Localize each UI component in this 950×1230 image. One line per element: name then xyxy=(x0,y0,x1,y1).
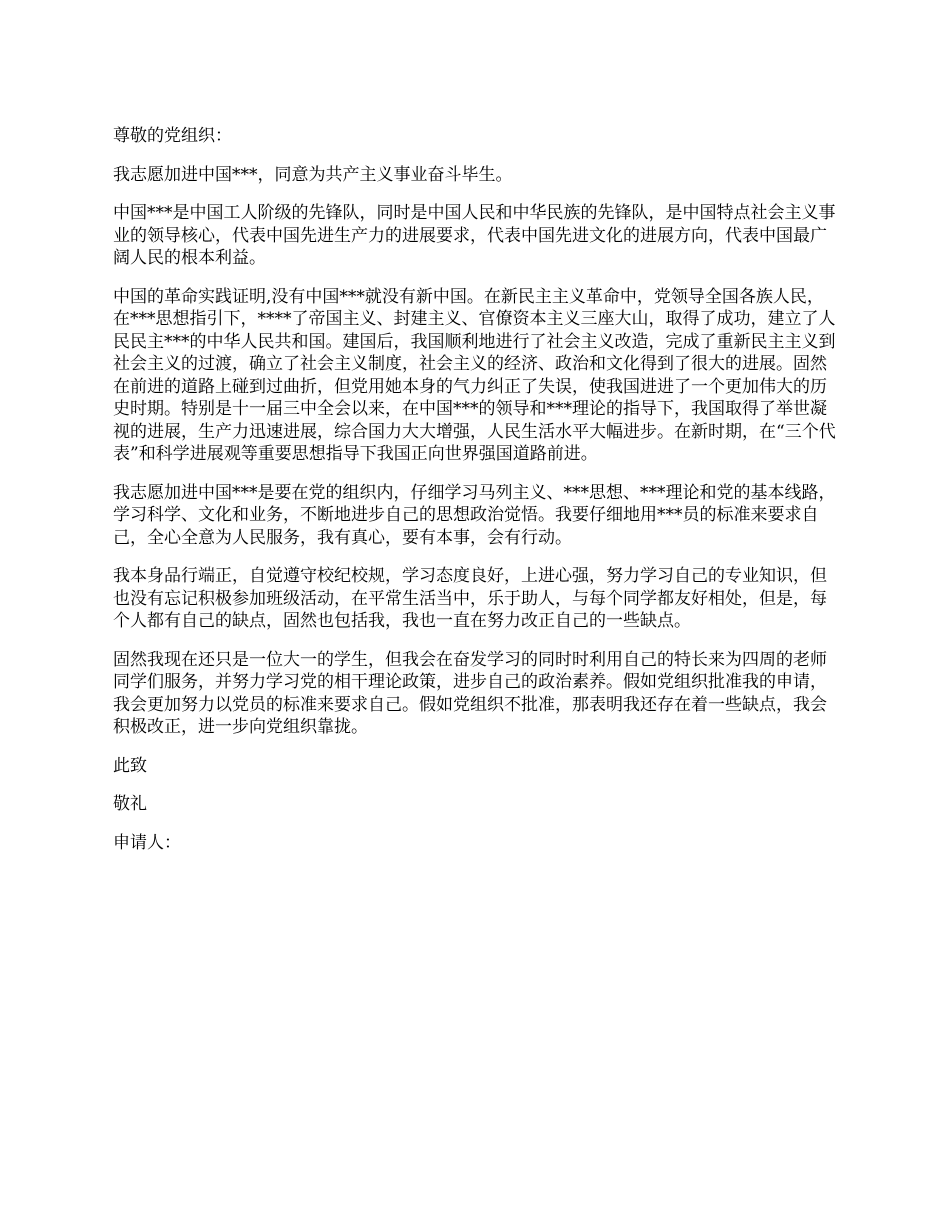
paragraph-3: 中国的革命实践证明,没有中国***就没有新中国。在新民主主义革命中，党领导全国各族人民，在***思想指引下，****了帝国主义、封建主义、官僚资本主义三座大山，取得了成功，建立了人民民主***的中华人民共和国。建国后，我国顺利地进行了社会主义改造，完成了重新民主主义到社会主义的过渡，确立了社会主义制度，社会主义的经济、政治和文化得到了很大的进展。固然在前进的道路上碰到过曲折，但党用她本身的气力纠正了失误，使我国进进了一个更加伟大的历史时期。特别是十一届三中全会以来，在中国***的领导和***理论的指导下，我国取得了举世凝视的进展，生产力迅速进展，综合国力大大增强，人民生活水平大幅进步。在新时期，在“三个代表”和科学进展观等重要思想指导下我国正向世界强国道路前进。 xyxy=(113,286,836,464)
paragraph-5: 我本身品行端正，自觉遵守校纪校规，学习态度良好，上进心强，努力学习自己的专业知识，但也没有忘记积极参加班级活动，在平常生活当中，乐于助人，与每个同学都友好相处，但是，每个人都有自己的缺点，固然也包括我，我也一直在努力改正自己的一些缺点。 xyxy=(113,566,827,631)
closing-cizhi: 此致 xyxy=(113,755,147,776)
salutation: 尊敬的党组织： xyxy=(113,126,232,146)
paragraph-4: 我志愿加进中国***是要在党的组织内，仔细学习马列主义、***思想、***理论和党的基本线路，学习科学、文化和业务，不断地进步自己的思想政治觉悟。我要仔细地用***员的标准来要求自己，全心全意为人民服务，我有真心，要有本事，会有行动。 xyxy=(113,482,836,548)
letter-page xyxy=(113,125,840,870)
paragraph-6: 固然我现在还只是一位大一的学生，但我会在奋发学习的同时时利用自己的特长来为四周的老师同学们服务，并努力学习党的相干理论政策，进步自己的政治素养。假如党组织批准我的申请，我会更加努力以党员的标准来要求自己。假如党组织不批准，那表明我还存在着一些缺点，我会积极改正，进一步向党组织靠拢。 xyxy=(113,649,827,737)
paragraph-1: 我志愿加进中国***，同意为共产主义事业奋斗毕生。 xyxy=(113,164,513,185)
closing-jingli: 敬礼 xyxy=(113,794,147,814)
signature-label: 申请人： xyxy=(113,832,181,853)
paragraph-2: 中国***是中国工人阶级的先锋队，同时是中国人民和中华民族的先锋队，是中国特点社会主义事业的领导核心，代表中国先进生产力的进展要求，代表中国先进文化的进展方向，代表中国最广阔人民的根本利益。 xyxy=(113,203,836,268)
